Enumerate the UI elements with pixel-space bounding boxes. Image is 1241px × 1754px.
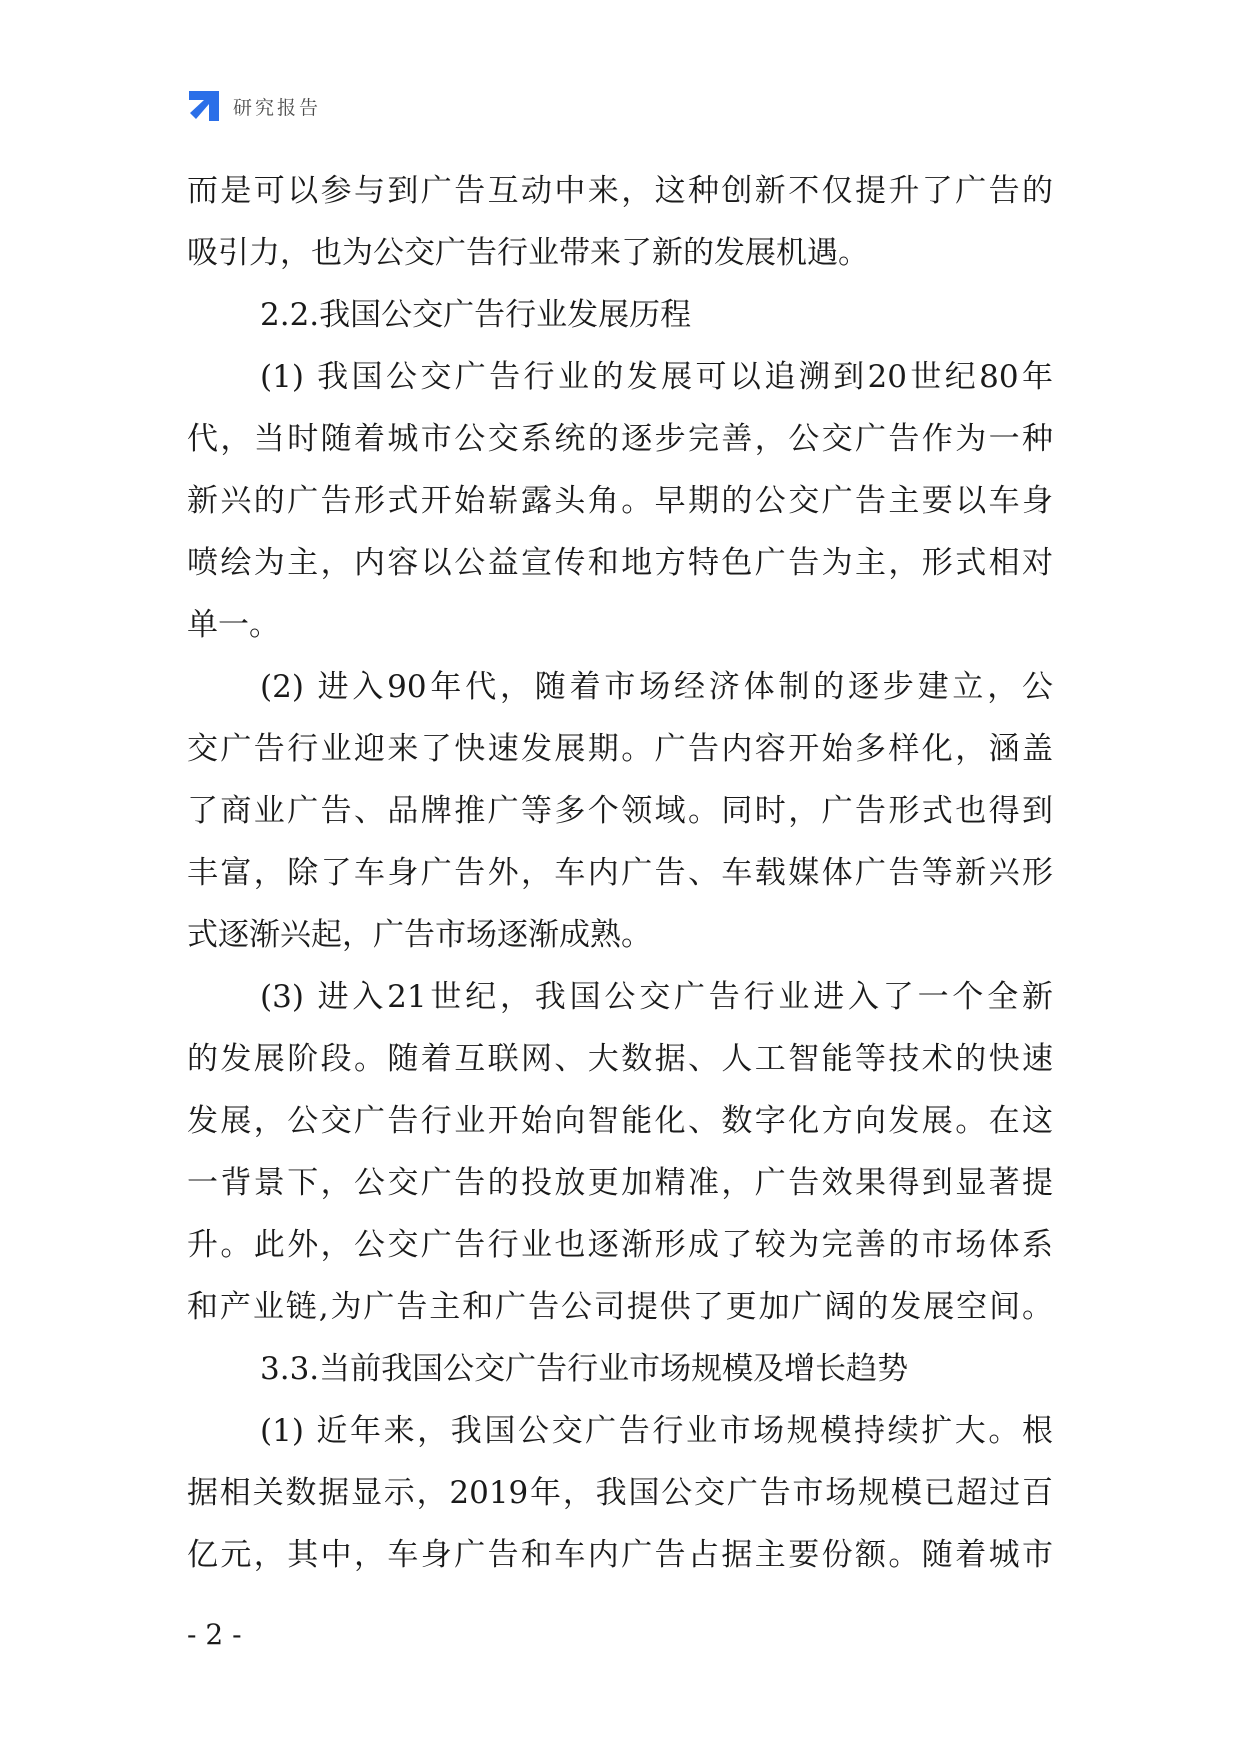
page-number: - 2 - (187, 1618, 242, 1651)
text-line: 单一。 (187, 607, 280, 643)
document-body (187, 160, 1053, 1586)
text-line: 发展，公交广告行业开始向智能化、数字化方向发展。在这 (187, 1103, 1053, 1139)
text-line: (2) 进入90年代，随着市场经济体制的逐步建立，公 (260, 669, 1053, 705)
text-line: 和产业链,为广告主和广告公司提供了更加广阔的发展空间。 (187, 1289, 1053, 1325)
text-line: 升。此外，公交广告行业也逐渐形成了较为完善的市场体系 (187, 1227, 1053, 1263)
header-title: 研究报告 (233, 96, 322, 119)
text-line: 据相关数据显示，2019年，我国公交广告市场规模已超过百 (187, 1475, 1053, 1511)
text-line: 一背景下，公交广告的投放更加精准，广告效果得到显著提 (187, 1165, 1053, 1201)
text-line: 新兴的广告形式开始崭露头角。早期的公交广告主要以车身 (187, 483, 1053, 519)
text-line: 的发展阶段。随着互联网、大数据、人工智能等技术的快速 (187, 1041, 1053, 1077)
text-line: 喷绘为主，内容以公益宣传和地方特色广告为主，形式相对 (187, 545, 1053, 581)
text-line: 代，当时随着城市公交系统的逐步完善，公交广告作为一种 (187, 421, 1053, 457)
report-header (187, 88, 321, 124)
text-line: (3) 进入21世纪，我国公交广告行业进入了一个全新 (260, 979, 1053, 1015)
text-line: 亿元，其中，车身广告和车内广告占据主要份额。随着城市 (187, 1537, 1053, 1573)
text-line: 了商业广告、品牌推广等多个领域。同时，广告形式也得到 (187, 793, 1053, 829)
text-line: 丰富，除了车身广告外，车内广告、车载媒体广告等新兴形 (187, 855, 1053, 891)
text-line: (1) 近年来，我国公交广告行业市场规模持续扩大。根 (260, 1413, 1053, 1449)
section-heading: 3.3.当前我国公交广告行业市场规模及增长趋势 (260, 1351, 909, 1387)
text-line: 式逐渐兴起，广告市场逐渐成熟。 (187, 917, 652, 953)
text-line: 交广告行业迎来了快速发展期。广告内容开始多样化，涵盖 (187, 731, 1053, 767)
text-line: (1) 我国公交广告行业的发展可以追溯到20世纪80年 (260, 359, 1053, 395)
section-heading: 2.2.我国公交广告行业发展历程 (260, 297, 692, 333)
text-line: 而是可以参与到广告互动中来，这种创新不仅提升了广告的 (187, 173, 1053, 209)
arrow-up-right-icon (187, 89, 221, 123)
text-line: 吸引力，也为公交广告行业带来了新的发展机遇。 (187, 235, 869, 271)
